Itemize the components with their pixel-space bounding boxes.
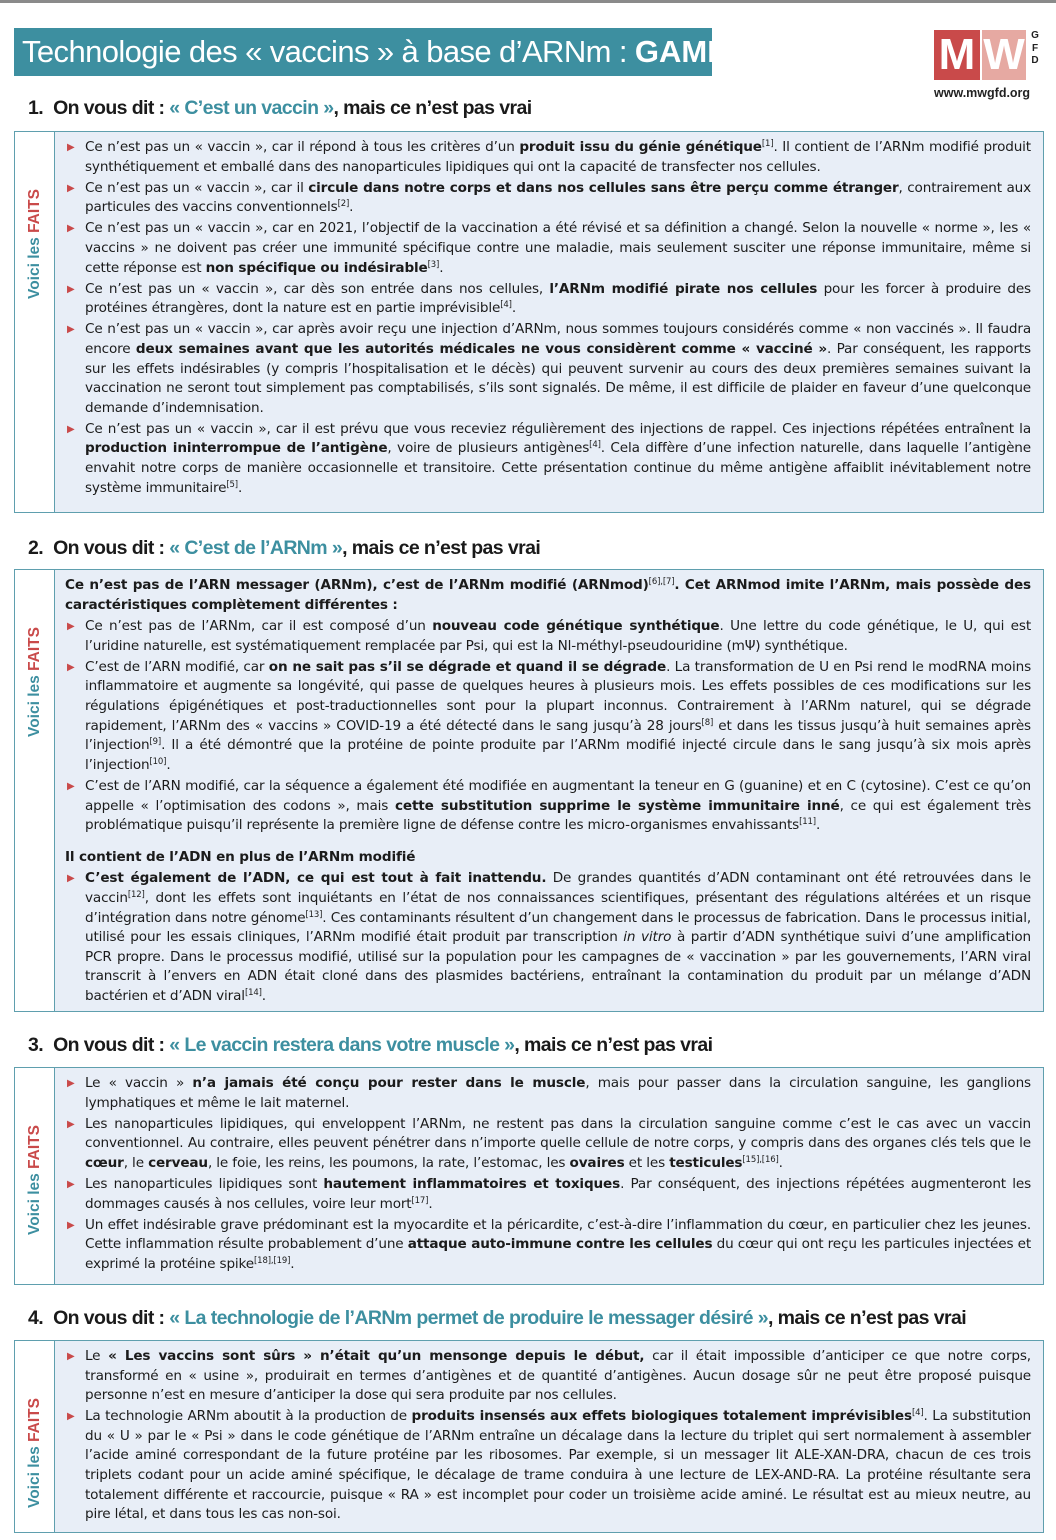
list-item: ▶ C’est également de l’ADN, ce qui est tout à fait inattendu. De grandes quantités d’ADN contaminant ont été retrouvées dans le vaccin[12], dont les effets sont inquiétants en l’état de nos connaissances scientifiques, présentant des régulations altérées et un risque d’intégration dans notre génome[13]. Ces contaminants résultent d’un changement dans le processus de fabrication. Dans le processus initial, utilisé pour les essais cliniques, l’ARNm modifié était produit par transcription in vitro à partir d’ADN synthétique suivi d’une amplification PCR propre. Dans le processus modifié, utilisé sur la population pour les campagnes de « vaccination » par les gouvernements, l’ARN viral transcrit à l’envers en ADN était cloné dans des plasmides bactériens, entraînant la contamination du produit par un mélange d’ADN bactérien et d’ADN viral[14]. — [65, 869, 1031, 1006]
list-item: ▶ La technologie ARNm aboutit à la production de produits insensés aux effets biologiques totalement imprévisibles[4]. La substitution du « U » par le « Psi » dans le code génétique de l’ARNm entraîne un décalage dans la lecture du triplet qui sert normalement à assembler l’acide aminé correspondant de la future protéine par les ribosomes. Par exemple, si un messager lit ALE-XAN-DRA, chacun de ces trois triplets codant pour un acide aminé spécifique, le décalage de trame conduira à une lecture de LEX-AND-RA. La protéine résultante sera totalement différente et raccourcie, puisque « RA » est incomplet pour coder un troisième acide aminé. Le résultat est au mieux neutre, au pire létal, et dans tous les cas non-soi. — [65, 1407, 1031, 1525]
facts-label: Voici les FAITS — [26, 1398, 43, 1508]
list-item: ▶ Ce n’est pas un « vaccin », car il circule dans notre corps et dans nos cellules sans être perçu comme étranger, contrairement aux particules des vaccins conventionnels[2]. — [65, 179, 1031, 218]
list-item: ▶ Ce n’est pas un « vaccin », car dès son entrée dans nos cellules, l’ARNm modifié pirate nos cellules pour les forcer à produire des protéines étrangères, dont la nature est en partie imprévisible[4]. — [65, 280, 1031, 319]
section-3-heading — [28, 1034, 712, 1057]
logo-letter: F — [1031, 42, 1039, 54]
list-item: ▶ Le « vaccin » n’a jamais été conçu pour rester dans le muscle, mais pour passer dans la circulation sanguine, les ganglions lymphatiques et même le lait maternel. — [65, 1074, 1031, 1113]
facts-sidebar — [15, 1341, 55, 1532]
heading-post: , mais ce n’est pas vrai — [342, 537, 541, 559]
facts-content — [65, 576, 1031, 1008]
section-number: 1. — [28, 97, 44, 119]
list-item: ▶ Ce n’est pas de l’ARNm, car il est composé d’un nouveau code génétique synthétique. Une lettre du code génétique, le U, qui est l’uridine naturelle, est systématiquement remplacée par Psi, qui est la Nl-méthyl-pseudouridine (mΨ) synthétique. — [65, 617, 1031, 656]
list-item: ▶ C’est de l’ARN modifié, car on ne sait pas s’il se dégrade et quand il se dégrade. La transformation de U en Psi rend le modRNA moins inflammatoire et augmente sa longévité, qui passe de quelques heures à plusieurs mois. Les effets possibles de ces modifications sur les régulations épigénétiques et post-traductionnelles sont pour la plupart inconnus. Contrairement à l’ARNm naturel, qui se dégrade rapidement, l’ARNm des « vaccins » COVID-19 a été détecté dans le sang jusqu’à 28 jours[8] et dans les tissus jusqu’à huit semaines après l’injection[9]. Il a été démontré que la protéine de pointe produite par l’ARNm modifié injecté circule dans le sang jusqu’à six mois après l’injection[10]. — [65, 658, 1031, 776]
section-1-facts-box — [14, 131, 1044, 513]
list-item: ▶ Les nanoparticules lipidiques, qui enveloppent l’ARNm, ne restent pas dans la circulation sanguine comme c’est le cas avec un vaccin conventionnel. Au contraire, elles peuvent pénétrer dans n’importe quelle cellule de notre corps, y compris dans des organes clés tels que le cœur, le cerveau, le foie, les reins, les poumons, la rate, l’estomac, les ovaires et les testicules[15],[16]. — [65, 1115, 1031, 1174]
facts-content — [65, 1074, 1031, 1276]
section-1-heading — [28, 97, 532, 120]
heading-highlight: « La technologie de l’ARNm permet de produire le messager désiré » — [169, 1307, 768, 1329]
heading-post: , mais ce n’est pas vrai — [514, 1034, 713, 1056]
facts-label: Voici les FAITS — [26, 627, 43, 737]
facts-sidebar — [15, 570, 55, 1011]
facts-sidebar — [15, 132, 55, 512]
section-number: 2. — [28, 537, 44, 559]
section-2-facts-box — [14, 569, 1044, 1012]
section-intro: Ce n’est pas de l’ARN messager (ARNm), c’est de l’ARNm modifié (ARNmod)[6],[7]. Cet ARNmod imite l’ARNm, mais possède des caractéristiques complètement différentes : — [65, 577, 1031, 613]
section-number: 4. — [28, 1307, 44, 1329]
facts-content — [65, 138, 1031, 500]
section-4-heading — [28, 1307, 966, 1330]
section-2-heading — [28, 537, 540, 560]
list-item: ▶ Ce n’est pas un « vaccin », car il répond à tous les critères d’un produit issu du génie génétique[1]. Il contient de l’ARNm modifié produit synthétiquement et emballé dans des nanoparticules lipidiques qui ont la capacité de transfecter nos cellules. — [65, 138, 1031, 177]
list-item: ▶ Ce n’est pas un « vaccin », car il est prévu que vous receviez régulièrement des injections de rappel. Ces injections répétées entraînent la production ininterrompue de l’antigène, voire de plusieurs antigènes[4]. Cela diffère d’une infection naturelle, dans laquelle l’antigène envahit notre corps de manière occasionnelle et transitoire. Cette présentation continue du même antigène affaiblit inévitablement notre système immunitaire[5]. — [65, 420, 1031, 498]
heading-highlight: « C’est un vaccin » — [169, 97, 334, 119]
logo-letter: D — [1031, 55, 1039, 66]
facts-label: Voici les FAITS — [26, 1125, 43, 1235]
list-item: ▶ Le « Les vaccins sont sûrs » n’était qu’un mensonge depuis le début, car il était impossible d’anticiper ce que notre corps, transformé en « usine », produirait en termes d’antigènes et de quantité d’antigènes. Aucun dosage sûr ne peut être proposé puisque personne n’est en mesure d’anticiper la dose qui sera produite par nos cellules. — [65, 1347, 1031, 1406]
heading-highlight: « C’est de l’ARNm » — [169, 537, 343, 559]
logo-m-block: M — [934, 30, 980, 80]
heading-post: , mais ce n’est pas vrai — [333, 97, 532, 119]
logo-letter: G — [1031, 30, 1039, 41]
heading-post: , mais ce n’est pas vrai — [767, 1307, 967, 1329]
list-item: ▶ C’est de l’ARN modifié, car la séquence a également été modifiée en augmentant la teneur en G (guanine) et en C (cytosine). C’est ce qu’on appelle « l’optimisation des codons », mais cette substitution supprime le système immunitaire inné, ce qui est également très problématique puisqu’il représente la première ligne de défense contre les micro-organismes envahissants[11]. — [65, 777, 1031, 836]
heading-pre: On vous dit : — [53, 537, 170, 559]
heading-pre: On vous dit : — [53, 97, 170, 119]
heading-pre: On vous dit : — [53, 1307, 170, 1329]
section-4-facts-box — [14, 1340, 1044, 1533]
list-item: ▶ Ce n’est pas un « vaccin », car après avoir reçu une injection d’ARNm, nous sommes toujours considérés comme « non vaccinés ». Il faudra encore deux semaines avant que les autorités médicales ne vous considèrent comme « vacciné ». Par conséquent, les rapports sur les effets indésirables (y compris l’hospitalisation et le décès) qui peuvent survenir au cours des deux premières semaines suivant la vaccination ne seront tout simplement pas comptabilisés, s’ils sont signalés. De même, il est difficile de plaider en faveur d’une quelconque demande d’indemnisation. — [65, 320, 1031, 418]
title-bold: GAME OVER — [634, 34, 825, 69]
logo-url: www.mwgfd.org — [934, 86, 1031, 100]
top-rule — [0, 0, 1056, 3]
list-item: ▶ Un effet indésirable grave prédominant est la myocardite et la péricardite, c’est-à-dire l’inflammation du cœur, en particulier chez les jeunes. Cette inflammation résulte probablement d’une attaque auto-immune contre les cellules du cœur qui ont reçu les particules injectées et exprimé la protéine spike[18],[19]. — [65, 1216, 1031, 1275]
page-title — [14, 28, 825, 76]
facts-label: Voici les FAITS — [26, 189, 43, 299]
logo-w-block: W — [983, 30, 1025, 79]
title-prefix: Technologie des « vaccins » à base d’ARNm : — [22, 34, 635, 69]
list-item: ▶ Les nanoparticules lipidiques sont hautement inflammatoires et toxiques. Par conséquent, des injections répétées augmenteront les dommages causés à nos cellules, voire leur mort[17]. — [65, 1175, 1031, 1214]
heading-pre: On vous dit : — [53, 1034, 170, 1056]
section-3-facts-box — [14, 1067, 1044, 1285]
section-number: 3. — [28, 1034, 44, 1056]
heading-highlight: « Le vaccin restera dans votre muscle » — [169, 1034, 515, 1056]
facts-content — [65, 1347, 1031, 1526]
list-item: ▶ Ce n’est pas un « vaccin », car en 2021, l’objectif de la vaccination a été révisé et sa définition a changé. Selon la nouvelle « norme », les « vaccins » ne doivent pas créer une immunité spécifique contre une maladie, mais seulement susciter une réponse immunitaire, même si cette réponse est non spécifique ou indésirable[3]. — [65, 219, 1031, 278]
facts-sidebar — [15, 1068, 55, 1284]
subheading: Il contient de l’ADN en plus de l’ARNm modifié — [65, 848, 416, 865]
logo-side-letters — [1028, 30, 1042, 80]
mwgfd-logo — [934, 30, 1044, 104]
